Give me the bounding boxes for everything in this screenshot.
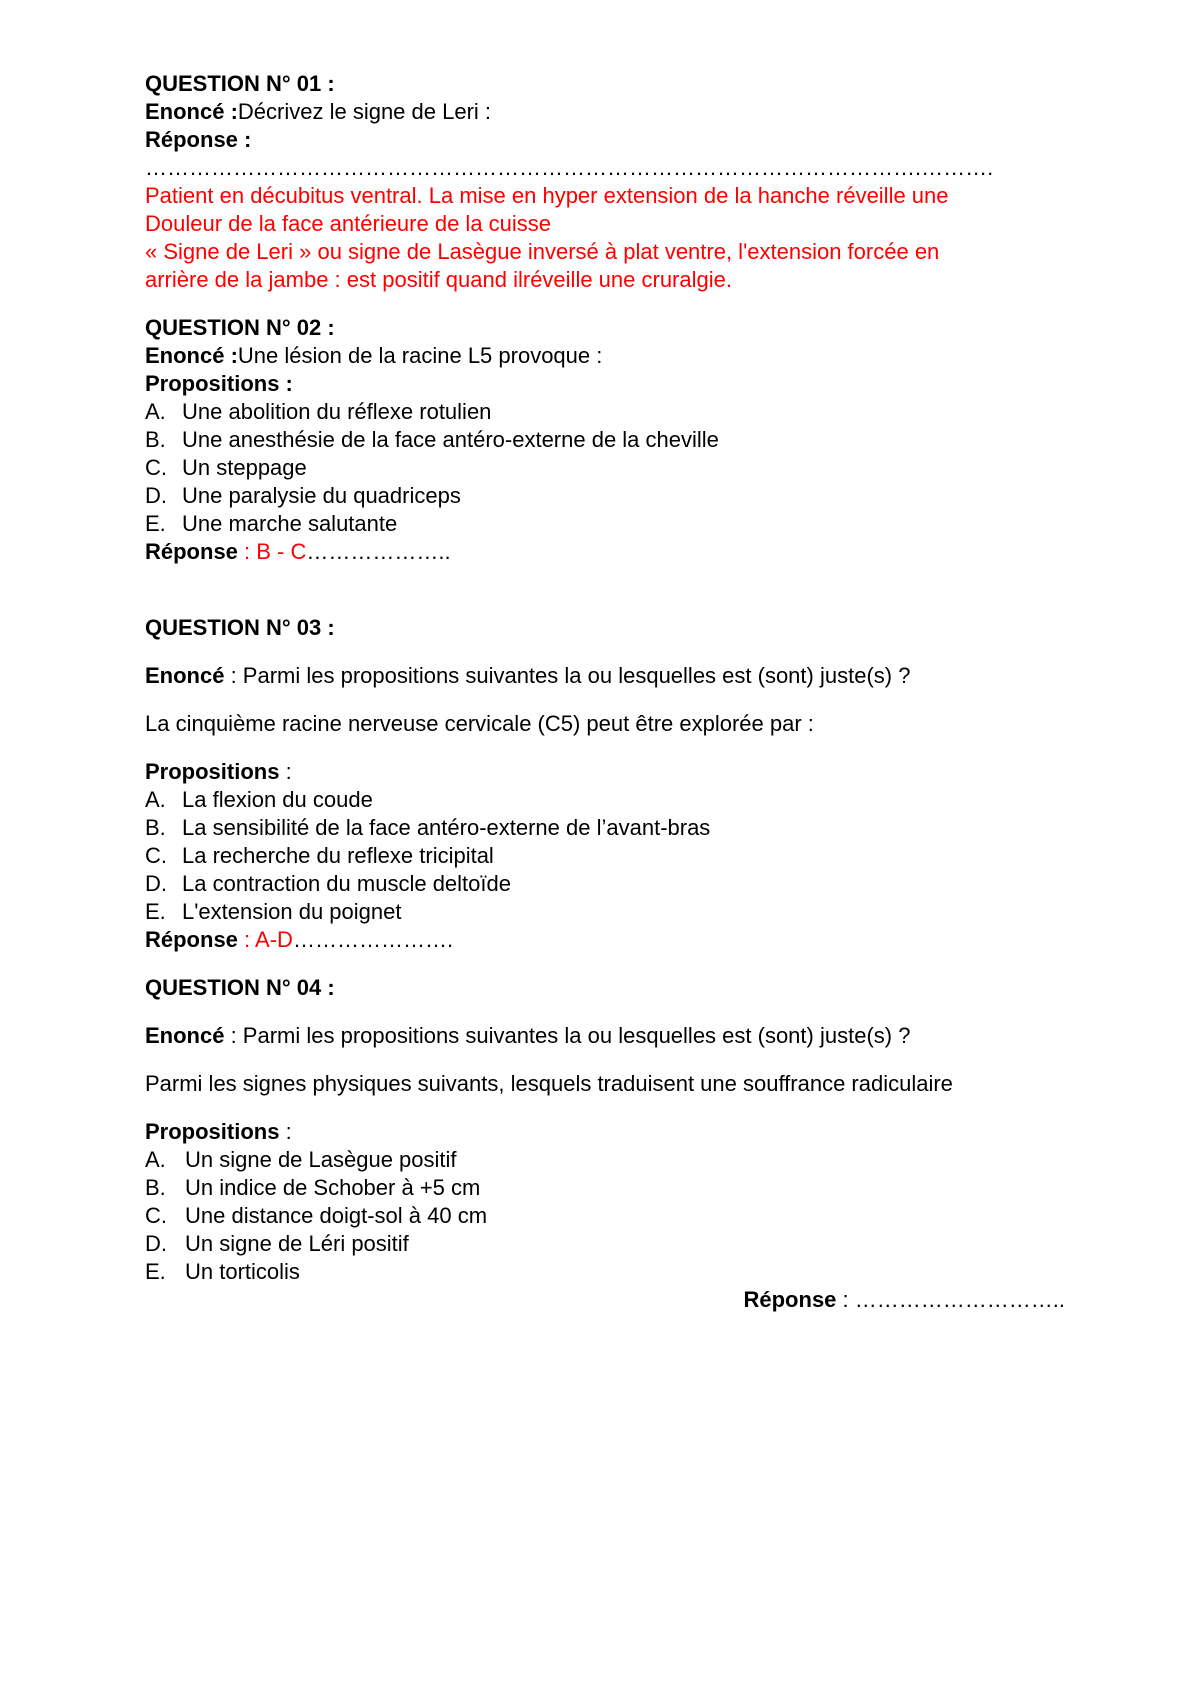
question-2-options (145, 398, 1065, 538)
reponse-value: A-D (255, 927, 293, 952)
question-3-options (145, 786, 1065, 926)
question-3-propositions-label: Propositions : (145, 759, 292, 784)
question-4-enonce (145, 1022, 1065, 1050)
question-3-title: QUESTION N° 03 : (145, 615, 335, 640)
option-a: A. Un signe de Lasègue positif (145, 1147, 457, 1172)
question-4-reponse: Réponse : ……………………….. (743, 1287, 1065, 1312)
option-c: C. Un steppage (145, 455, 307, 480)
question-1-enonce (145, 98, 1065, 126)
enonce-label: Enoncé (145, 663, 225, 688)
enonce-text: Décrivez le signe de Leri : (237, 99, 492, 124)
question-4-stem: Parmi les signes physiques suivants, lesquels traduisent une souffrance radiculaire (145, 1071, 953, 1096)
question-3-reponse: Réponse : A-D…………………. (145, 927, 454, 952)
enonce-label: Enoncé : (145, 99, 238, 124)
question-2-propositions-label: Propositions : (145, 371, 293, 396)
option-c: C. La recherche du reflexe tricipital (145, 843, 494, 868)
reponse-value: B - C (256, 539, 307, 564)
answer-line: « Signe de Leri » ou signe de Lasègue inversé à plat ventre, l'extension forcée en (145, 239, 940, 264)
question-2-title: QUESTION N° 02 : (145, 315, 335, 340)
enonce-text: : Parmi les propositions suivantes la ou lesquelles est (sont) juste(s) ? (224, 663, 911, 688)
reponse-label: Réponse (743, 1287, 837, 1312)
question-1-title: QUESTION N° 01 : (145, 71, 335, 96)
question-2 (145, 314, 1065, 566)
enonce-text: : Parmi les propositions suivantes la ou lesquelles est (sont) juste(s) ? (224, 1023, 911, 1048)
option-b: B. Un indice de Schober à +5 cm (145, 1175, 481, 1200)
option-b: B. Une anesthésie de la face antéro-externe de la cheville (145, 427, 719, 452)
question-4-options (145, 1146, 1065, 1286)
option-e: E. Un torticolis (145, 1259, 300, 1284)
answer-line: Patient en décubitus ventral. La mise en hyper extension de la hanche réveille une (145, 183, 949, 208)
option-c: C. Une distance doigt-sol à 40 cm (145, 1203, 488, 1228)
reponse-dots: …………………. (292, 927, 454, 952)
spacer (145, 294, 1065, 314)
enonce-label: Enoncé : (145, 343, 238, 368)
question-4-propositions-label: Propositions : (145, 1119, 292, 1144)
enonce-text: Une lésion de la racine L5 provoque : (237, 343, 603, 368)
question-1-answer-dots: …………………………………………………………………………………………….………. (145, 155, 994, 180)
option-d: D. La contraction du muscle deltoïde (145, 871, 511, 896)
question-4 (145, 974, 1065, 1314)
enonce-label: Enoncé (145, 1023, 225, 1048)
option-a: A. Une abolition du réflexe rotulien (145, 399, 492, 424)
question-3-stem: La cinquième racine nerveuse cervicale (C5) peut être explorée par : (145, 711, 814, 736)
question-2-reponse: Réponse : B - C……………….. (145, 539, 451, 564)
option-a: A. La flexion du coude (145, 787, 373, 812)
question-3-enonce (145, 662, 1065, 690)
option-b: B. La sensibilité de la face antéro-externe de l’avant-bras (145, 815, 711, 840)
spacer (145, 566, 1065, 614)
reponse-dots: ……………….. (306, 539, 451, 564)
option-e: E. L'extension du poignet (145, 899, 402, 924)
document-page (145, 70, 1065, 1314)
question-1 (145, 70, 1065, 294)
reponse-label: Réponse (145, 927, 238, 952)
answer-line: arrière de la jambe : est positif quand ilréveille une cruralgie. (145, 267, 732, 292)
question-3 (145, 614, 1065, 954)
question-1-answer (145, 182, 1065, 294)
option-e: E. Une marche salutante (145, 511, 398, 536)
reponse-label: Réponse (145, 539, 238, 564)
answer-line: Douleur de la face antérieure de la cuisse (145, 211, 552, 236)
reponse-dots: ……………………….. (854, 1287, 1065, 1312)
option-d: D. Une paralysie du quadriceps (145, 483, 461, 508)
question-2-enonce (145, 342, 1065, 370)
question-4-title: QUESTION N° 04 : (145, 975, 335, 1000)
question-1-reponse-label: Réponse : (145, 127, 252, 152)
option-d: D. Un signe de Léri positif (145, 1231, 409, 1256)
